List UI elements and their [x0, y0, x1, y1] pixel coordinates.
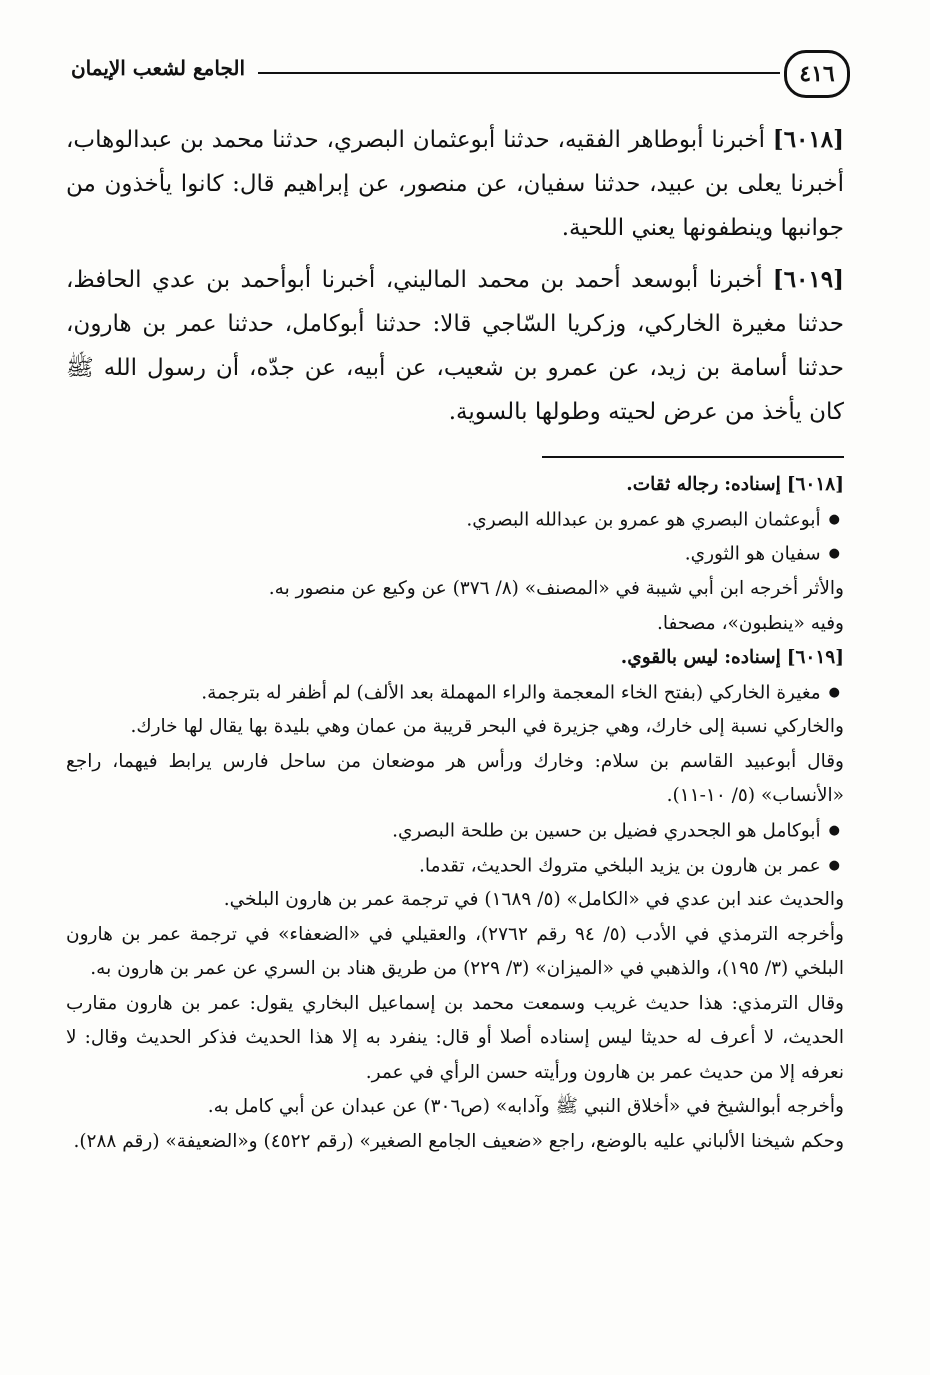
- footnote-line: وأخرجه الترمذي في الأدب (٥/ ٩٤ رقم ٢٧٦٢)، والعقيلي في «الضعفاء» في ترجمة عمر بن هارون البلخي (٣/ ١٩٥)، والذهبي في «الميزان» (٣/ ٢٢٩) من طريق هناد بن السري عن عمر بن هارون به.: [66, 923, 844, 980]
- footnote-bullet-text: عمر بن هارون بن يزيد البلخي متروك الحديث، تقدما.: [419, 854, 821, 876]
- footnote-bullet-text: أبوكامل هو الجحدري فضيل بن حسين بن طلحة البصري.: [392, 820, 821, 841]
- footnote-bullet: [66, 503, 844, 538]
- footnote-heading-6018: [66, 468, 844, 503]
- bullet-icon: ●: [828, 546, 840, 562]
- footnote-bullet: [66, 849, 844, 884]
- footnote-line: وقال أبوعبيد القاسم بن سلام: وخارك ورأس هر موضعان من ساحل فارس يرابط فيهما، راجع «الأنساب» (٥/ ١٠-١١).: [66, 750, 844, 807]
- footnote-bullet: [66, 537, 844, 572]
- page-number: ٤١٦: [784, 50, 850, 98]
- page-header: [60, 50, 850, 100]
- hadith-number: [٦٠١٩]: [772, 266, 844, 293]
- footnote-line: وحكم شيخنا الألباني عليه بالوضع، راجع «ضعيف الجامع الصغير» (رقم ٤٥٢٢) و«الضعيفة» (رقم ٢٨٨).: [73, 1130, 844, 1152]
- hadith-6019: [66, 258, 844, 434]
- bullet-icon: ●: [828, 684, 840, 700]
- book-title: الجامع لشعب الإيمان: [70, 56, 246, 80]
- hadith-text: أخبرنا أبوسعد أحمد بن محمد الماليني، أخبرنا أبوأحمد بن عدي الحافظ، حدثنا مغيرة الخاركي، وزكريا السّاجي قالا: حدثنا أبوكامل، حدثنا عمر بن هارون، حدثنا أسامة بن زيد، عن عمرو بن شعيب، عن أبيه، عن جدّه، أن رسول الله ﷺ كان يأخذ من عرض لحيته وطولها بالسوية.: [66, 267, 844, 425]
- hadith-number: [٦٠١٨]: [772, 126, 844, 153]
- hadith-6018: [66, 118, 844, 250]
- footnote-bullet-text: مغيرة الخاركي (بفتح الخاء المعجمة والراء المهملة بعد الألف) لم أظفر له بترجمة.: [201, 681, 821, 703]
- footnote-line: وقال الترمذي: هذا حديث غريب وسمعت محمد بن إسماعيل البخاري يقول: عمر بن هارون مقارب الحديث، لا أعرف له حديثا ليس إسناده أصلا أو قال: ينفرد به إلا هذا الحديث فذكر الحديث وقال: لا نعرفه إلا من حديث عمر بن هارون ورأيته حسن الرأي في عمر.: [66, 992, 844, 1083]
- footnote-line: وفيه «ينطبون»، مصحفا.: [656, 612, 844, 634]
- footnote-bullet: [66, 814, 844, 849]
- footnote-number: [٦٠١٩]: [786, 647, 844, 668]
- bullet-icon: ●: [828, 511, 840, 527]
- hadith-text: أخبرنا أبوطاهر الفقيه، حدثنا أبوعثمان البصري، حدثنا محمد بن عبدالوهاب، أخبرنا يعلى بن عبيد، حدثنا سفيان، عن منصور، عن إبراهيم قال: كانوا يأخذون من جوانبها وينطفونها يعني اللحية.: [66, 127, 844, 241]
- footnote-grade: رجاله ثقات.: [626, 474, 719, 495]
- footnote-bullet: [66, 676, 844, 711]
- footnotes: [66, 468, 844, 1159]
- footnote-label: إسناده:: [724, 474, 781, 495]
- main-text: [66, 118, 844, 442]
- header-rule: [258, 72, 780, 74]
- footnote-line: والأثر أخرجه ابن أبي شيبة في «المصنف» (٨/ ٣٧٦) عن وكيع عن منصور به.: [268, 578, 844, 599]
- bullet-icon: ●: [828, 857, 840, 873]
- bullet-icon: ●: [828, 822, 840, 838]
- footnote-heading-6019: [66, 641, 844, 676]
- footnote-number: [٦٠١٨]: [786, 474, 844, 495]
- footnote-label: إسناده:: [724, 647, 781, 668]
- footnote-bullet-text: سفيان هو الثوري.: [684, 543, 821, 565]
- footnote-separator: [542, 456, 844, 458]
- footnote-line: والحديث عند ابن عدي في «الكامل» (٥/ ١٦٨٩) في ترجمة عمر بن هارون البلخي.: [223, 889, 844, 911]
- footnote-bullet-text: أبوعثمان البصري هو عمرو بن عبدالله البصري.: [466, 508, 821, 530]
- footnote-line: والخاركي نسبة إلى خارك، وهي جزيرة في البحر قريبة من عمان وهي بليدة بها يقال لها خارك.: [130, 716, 844, 738]
- footnote-grade: ليس بالقوي.: [620, 647, 719, 668]
- footnote-line: وأخرجه أبوالشيخ في «أخلاق النبي ﷺ وآدابه» (ص٣٠٦) عن عبدان عن أبي كامل به.: [207, 1096, 844, 1118]
